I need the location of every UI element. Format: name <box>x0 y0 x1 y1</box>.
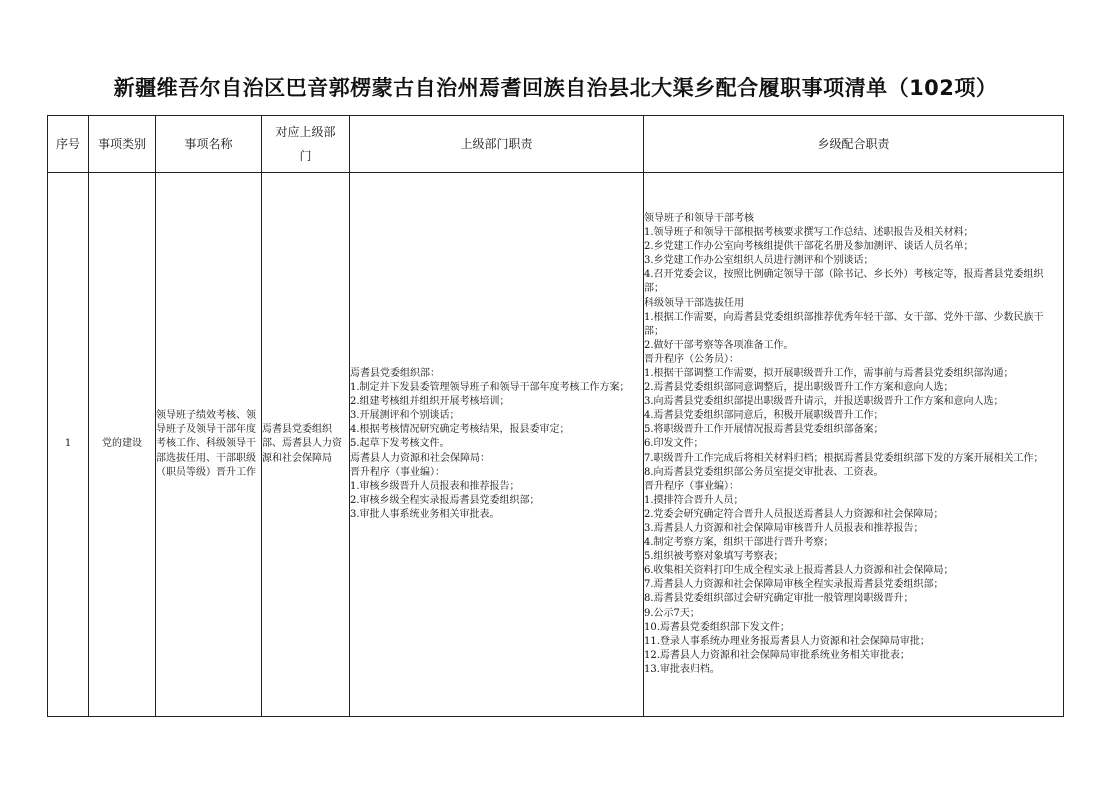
superior-duty-line: 2.组建考核组并组织开展考核培训； <box>350 396 510 408</box>
header-name: 事项名称 <box>156 116 262 173</box>
row-index: 1 <box>48 173 89 717</box>
township-duty-line: 4.焉耆县党委组织部同意后，积极开展职级晋升工作； <box>644 410 884 422</box>
township-duty-line: 7.职级晋升工作完成后将相关材料归档；根据焉耆县党委组织部下发的方案开展相关工作； <box>644 452 1044 464</box>
township-duty-line: 8.焉耆县党委组织部过会研究确定审批一般管理岗职级晋升； <box>644 593 914 605</box>
superior-duty-line: 3.审批人事系统业务相关审批表。 <box>350 508 500 520</box>
header-index: 序号 <box>48 116 89 173</box>
township-duty-line: 5.将职级晋升工作开展情况报焉耆县党委组织部备案； <box>644 424 884 436</box>
row-category: 党的建设 <box>89 173 156 717</box>
township-duty-line: 3.向焉耆县党委组织部提出职级晋升请示，并报送职级晋升工作方案和意向人选； <box>644 396 1004 408</box>
superior-duty-line: 4.根据考核情况研究确定考核结果，报县委审定； <box>350 424 570 436</box>
township-duty-line: 3.焉耆县人力资源和社会保障局审核晋升人员报表和推荐报告； <box>644 523 924 535</box>
township-duty-line: 领导班子和领导干部考核 <box>644 212 754 224</box>
township-duty-line: 2.做好干部考察等各项准备工作。 <box>644 339 794 351</box>
township-duty-line: 3.乡党建工作办公室组织人员进行测评和个别谈话； <box>644 255 874 267</box>
header-category: 事项类别 <box>89 116 156 173</box>
page-title: 新疆维吾尔自治区巴音郭楞蒙古自治州焉耆回族自治县北大渠乡配合履职事项清单（102项） <box>113 76 998 100</box>
township-duty-line: 5.组织被考察对象填写考察表； <box>644 551 784 563</box>
superior-duty-line: 2.审核乡级全程实录报焉耆县党委组织部； <box>350 494 540 506</box>
duty-table <box>47 115 1064 717</box>
township-duty-line: 晋升程序（公务员）： <box>644 353 739 365</box>
township-duty-line: 2.乡党建工作办公室向考核组提供干部花名册及参加测评、谈话人员名单； <box>644 241 974 253</box>
superior-duty-line: 5.起草下发考核文件。 <box>350 438 450 450</box>
township-duty-line: 9.公示7天； <box>644 607 700 619</box>
row-superior-duty <box>350 173 644 717</box>
township-duty-list <box>644 212 1063 677</box>
township-duty-line: 6.收集相关资料打印生成全程实录上报焉耆县人力资源和社会保障局； <box>644 565 954 577</box>
township-duty-line: 13.审批表归档。 <box>644 663 720 675</box>
row-department: 焉耆县党委组织部、焉耆县人力资源和社会保障局 <box>262 173 350 717</box>
township-duty-line: 2.党委会研究确定符合晋升人员报送焉耆县人力资源和社会保障局； <box>644 508 944 520</box>
township-duty-line: 4.制定考察方案，组织干部进行晋升考察； <box>644 537 834 549</box>
row-township-duty <box>644 173 1064 717</box>
township-duty-line: 4.召开党委会议，按照比例确定领导干部（除书记、乡长外）考核定等，报焉耆县党委组织部； <box>644 269 1044 295</box>
township-duty-line: 1.摸排符合晋升人员； <box>644 494 744 506</box>
superior-duty-list <box>350 367 643 522</box>
township-duty-line: 6.印发文件； <box>644 438 704 450</box>
township-duty-line: 8.向焉耆县党委组织部公务员室提交审批表、工资表。 <box>644 466 884 478</box>
township-duty-line: 1.根据工作需要，向焉耆县党委组织部推荐优秀年轻干部、女干部、党外干部、少数民族干部； <box>644 311 1044 337</box>
township-duty-line: 12.焉耆县人力资源和社会保障局审批系统业务相关审批表； <box>644 649 910 661</box>
table-row <box>48 173 1064 717</box>
header-superior-duty: 上级部门职责 <box>350 116 644 173</box>
superior-duty-line: 焉耆县人力资源和社会保障局： <box>350 452 490 464</box>
superior-duty-line: 1.审核乡级晋升人员报表和推荐报告； <box>350 480 520 492</box>
township-duty-line: 科级领导干部选拔任用 <box>644 297 744 309</box>
township-duty-line: 2.焉耆县党委组织部同意调整后，提出职级晋升工作方案和意向人选； <box>644 382 954 394</box>
superior-duty-line: 晋升程序（事业编）： <box>350 466 445 478</box>
header-department-line1: 对应上级部 <box>275 125 336 139</box>
header-township-duty: 乡级配合职责 <box>644 116 1064 173</box>
header-department-line2: 门 <box>299 149 312 163</box>
superior-duty-line: 焉耆县党委组织部： <box>350 367 440 379</box>
township-duty-line: 7.焉耆县人力资源和社会保障局审核全程实录报焉耆县党委组织部； <box>644 579 944 591</box>
township-duty-line: 10.焉耆县党委组织部下发文件； <box>644 621 790 633</box>
table-header-row <box>48 116 1064 173</box>
township-duty-line: 11.登录人事系统办理业务报焉耆县人力资源和社会保障局审批； <box>644 635 930 647</box>
township-duty-line: 晋升程序（事业编）： <box>644 480 739 492</box>
township-duty-line: 1.领导班子和领导干部根据考核要求撰写工作总结、述职报告及相关材料； <box>644 227 974 239</box>
header-department <box>262 116 350 173</box>
superior-duty-line: 1.制定并下发县委管理领导班子和领导干部年度考核工作方案； <box>350 382 630 394</box>
row-name: 领导班子绩效考核、领导班子及领导干部年度考核工作、科级领导干部选拔任用、干部职级（职员等级）晋升工作 <box>156 173 262 717</box>
township-duty-line: 1.根据干部调整工作需要，拟开展职级晋升工作，需事前与焉耆县党委组织部沟通； <box>644 367 1014 379</box>
superior-duty-line: 3.开展测评和个别谈话； <box>350 410 460 422</box>
